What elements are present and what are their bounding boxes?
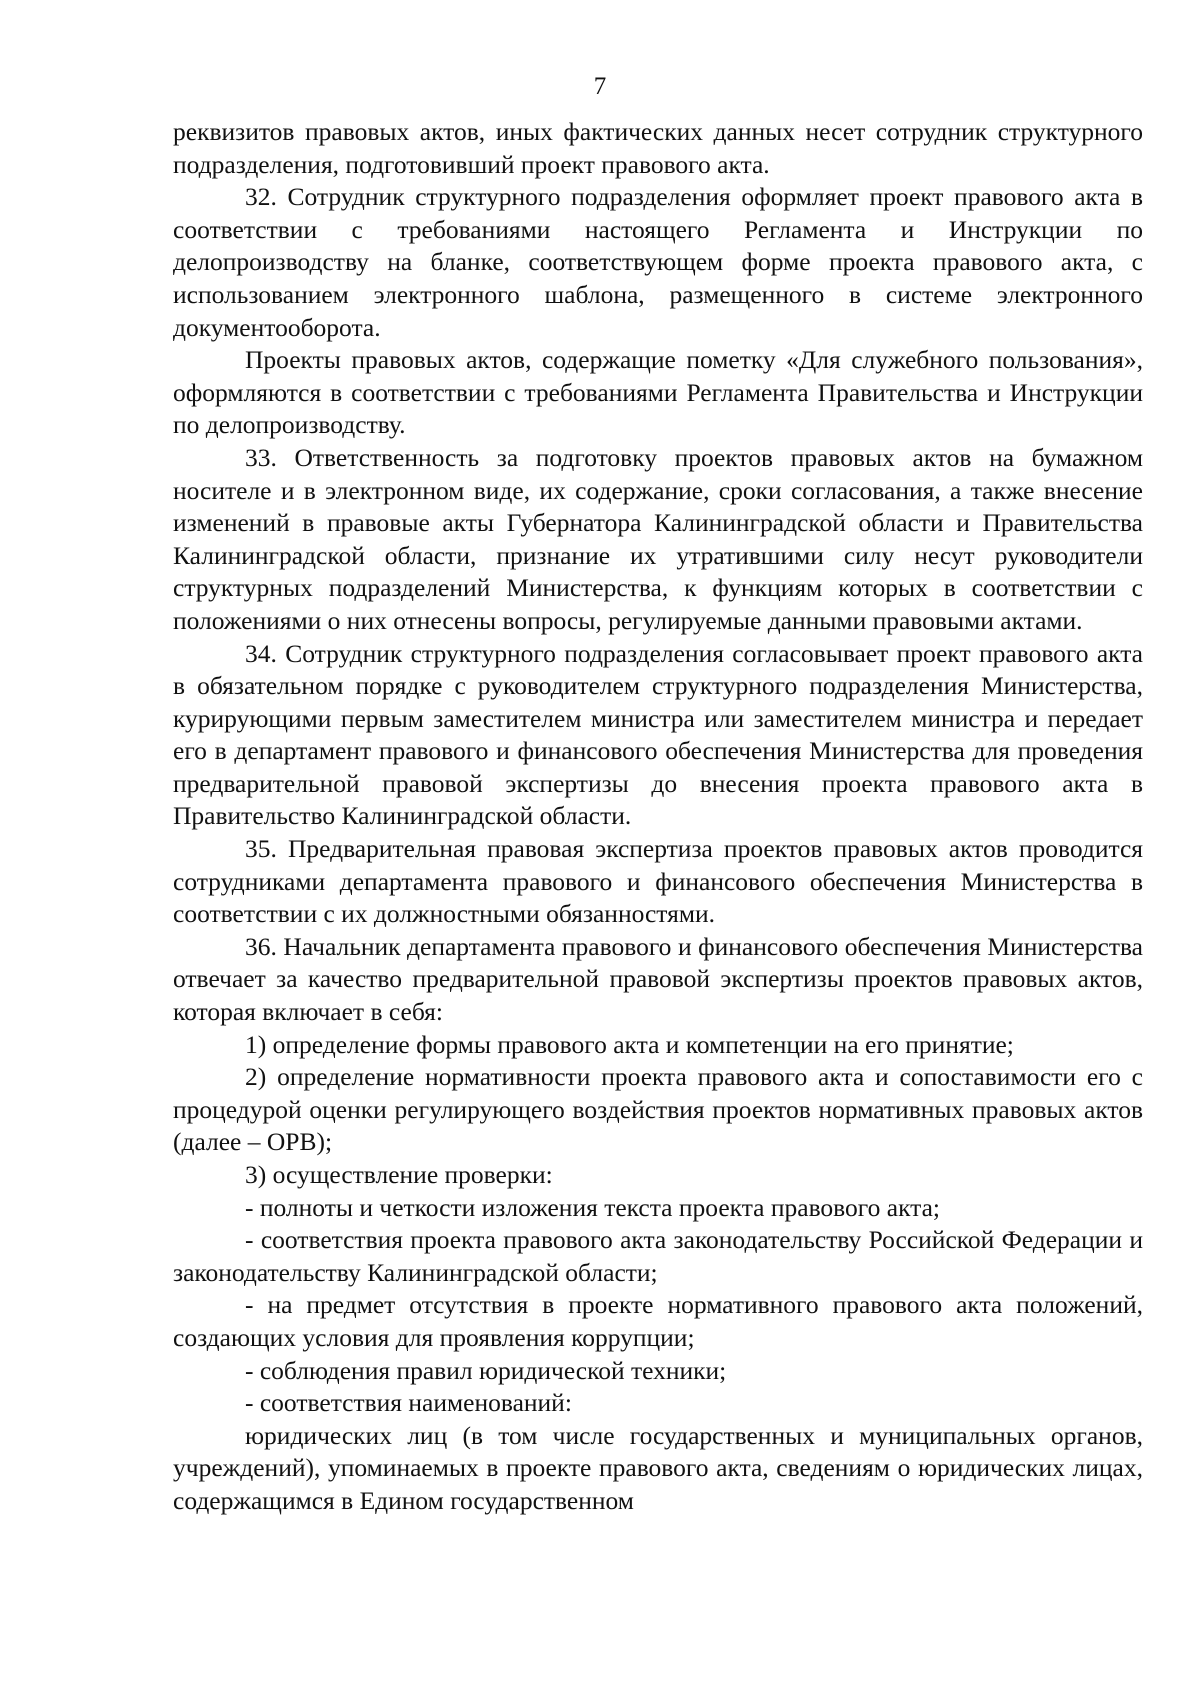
paragraph: - соответствия проекта правового акта законодательству Российской Федерации и законодательству Калининградской области; [173, 1225, 1143, 1287]
paragraph: - полноты и четкости изложения текста проекта правового акта; [245, 1192, 940, 1222]
paragraph: 35. Предварительная правовая экспертиза проектов правовых актов проводится сотрудниками департамента правового и финансового обеспечения Министерства в соответствии с их должностными обязанностями. [173, 834, 1143, 929]
paragraph: реквизитов правовых актов, иных фактических данных несет сотрудник структурного подразделения, подготовивший проект правового акта. [173, 117, 1143, 179]
paragraph: - соответствия наименований: [245, 1388, 572, 1418]
paragraph: 33. Ответственность за подготовку проектов правовых актов на бумажном носителе и в электронном виде, их содержание, сроки согласования, а также внесение изменений в правовые акты Губернатора Калининградской области и Правительства Калининградской области, признание их утратившими силу несут руководители структурных подразделений Министерства, к функциям которых в соответствии с положениями о них отнесены вопросы, регулируемые данными правовыми актами. [173, 442, 1143, 635]
paragraph: Проекты правовых актов, содержащие пометку «Для служебного пользования», оформляются в соответствии с требованиями Регламента Правительства и Инструкции по делопроизводству. [173, 345, 1143, 440]
paragraph: 34. Сотрудник структурного подразделения согласовывает проект правового акта в обязательном порядке с руководителем структурного подразделения Министерства, курирующими первым заместителем министра или заместителем министра и передает его в департамент правового и финансового обеспечения Министерства для проведения предварительной правовой экспертизы до внесения проекта правового акта в Правительство Калининградской области. [173, 638, 1143, 831]
paragraph: 32. Сотрудник структурного подразделения оформляет проект правового акта в соответствии с требованиями настоящего Регламента и Инструкции по делопроизводству на бланке, соответствующем форме проекта правового акта, с использованием электронного шаблона, размещенного в системе электронного документооборота. [173, 182, 1143, 342]
paragraph: 2) определение нормативности проекта правового акта и сопоставимости его с процедурой оценки регулирующего воздействия проектов нормативных правовых актов (далее – ОРВ); [173, 1062, 1143, 1157]
paragraph: 3) осуществление проверки: [245, 1160, 553, 1189]
paragraph: 36. Начальник департамента правового и финансового обеспечения Министерства отвечает за качество предварительной правовой экспертизы проектов правовых актов, которая включает в себя: [173, 931, 1143, 1027]
paragraph: - соблюдения правил юридической техники; [245, 1355, 727, 1385]
document-body [173, 116, 1143, 1518]
paragraph: юридических лиц (в том числе государственных и муниципальных органов, учреждений), упоминаемых в проекте правового акта, сведениям о юридических лицах, содержащимся в Едином государственном [173, 1420, 1143, 1515]
paragraph: - на предмет отсутствия в проекте нормативного правового акта положений, создающих условия для проявления коррупции; [173, 1290, 1143, 1352]
paragraph: 1) определение формы правового акта и компетенции на его принятие; [245, 1029, 1014, 1059]
page-number: 7 [593, 73, 607, 100]
